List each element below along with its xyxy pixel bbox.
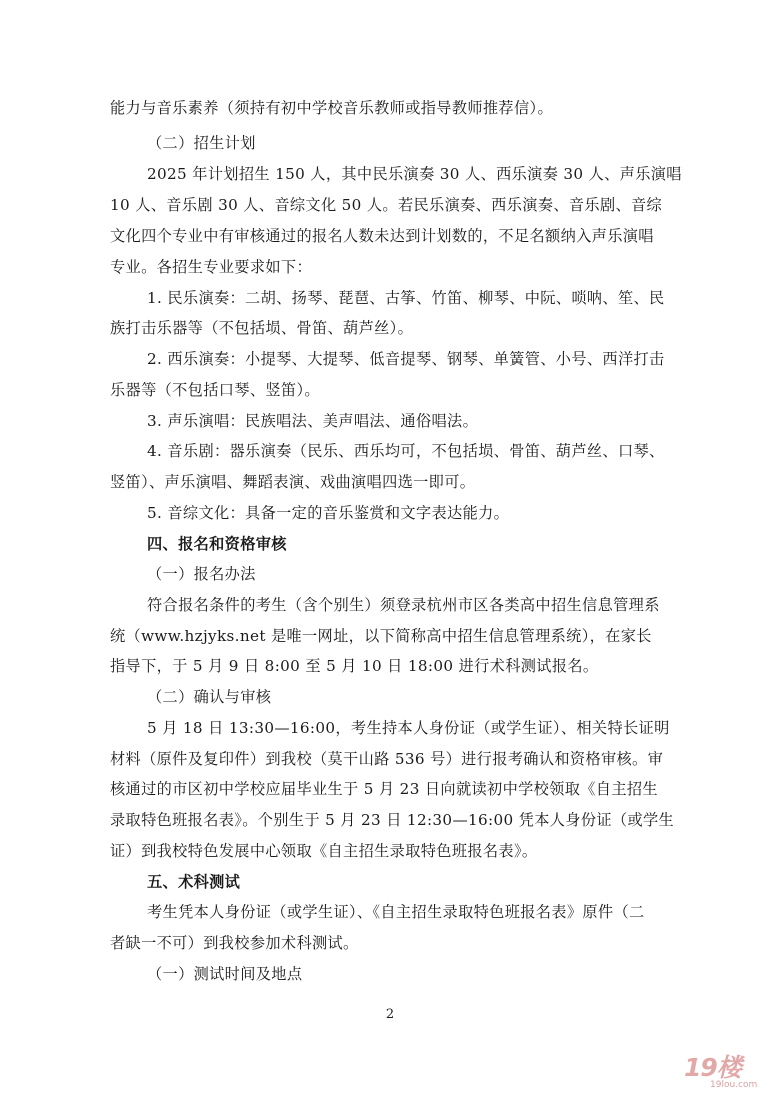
list-item-continuation: 竖笛）、声乐演唱、舞蹈表演、戏曲演唱四选一即可。 — [110, 473, 476, 491]
list-item: 3. 声乐演唱：民族唱法、美声唱法、通俗唱法。 — [147, 412, 479, 430]
paragraph-line: 2025 年计划招生 150 人，其中民乐演奏 30 人、西乐演奏 30 人、声乐演唱 — [147, 165, 682, 183]
subheading: （二）招生计划 — [147, 134, 256, 152]
watermark-site: 19lou.com — [710, 1080, 758, 1090]
section-heading: 五、术科测试 — [147, 873, 241, 891]
watermark-number: 19楼 — [684, 1053, 741, 1082]
paragraph-line: 材料（原件及复印件）到我校（莫干山路 536 号）进行报考确认和资格审核。审 — [110, 750, 664, 768]
list-item: 1. 民乐演奏：二胡、扬琴、琵琶、古筝、竹笛、柳琴、中阮、唢呐、笙、民 — [147, 289, 665, 307]
list-item: 4. 音乐剧：器乐演奏（民乐、西乐均可，不包括埙、骨笛、葫芦丝、口琴、 — [147, 442, 665, 460]
watermark-logo — [684, 1053, 758, 1093]
paragraph-line: 者缺一不可）到我校参加术科测试。 — [110, 934, 359, 952]
list-item-continuation: 乐器等（不包括口琴、竖笛）。 — [110, 381, 320, 399]
paragraph-line: 5 月 18 日 13:30—16:00，考生持本人身份证（或学生证）、相关特长证明 — [147, 719, 670, 737]
page-number: 2 — [385, 1007, 395, 1022]
paragraph-line: 录取特色班报名表》。个别生于 5 月 23 日 12:30—16:00 凭本人身份证（或学生 — [110, 811, 675, 829]
paragraph-line: 符合报名条件的考生（含个别生）须登录杭州市区各类高中招生信息管理系 — [147, 596, 660, 614]
subheading: （二）确认与审核 — [147, 688, 272, 706]
subheading: （一）报名办法 — [147, 565, 256, 583]
subheading: （一）测试时间及地点 — [147, 965, 303, 983]
paragraph-line: 核通过的市区初中学校应届毕业生于 5 月 23 日向就读初中学校领取《自主招生 — [110, 780, 658, 798]
paragraph-line: 证）到我校特色发展中心领取《自主招生录取特色班报名表》。 — [110, 842, 538, 860]
section-heading: 四、报名和资格审核 — [147, 535, 287, 553]
paragraph-line: 10 人、音乐剧 30 人、音综文化 50 人。若民乐演奏、西乐演奏、音乐剧、音综 — [110, 196, 663, 214]
list-item: 5. 音综文化：具备一定的音乐鉴赏和文字表达能力。 — [147, 504, 510, 522]
paragraph-line: 指导下，于 5 月 9 日 8:00 至 5 月 10 日 18:00 进行术科测试报名。 — [110, 657, 599, 675]
paragraph-line: 文化四个专业中有审核通过的报名人数未达到计划数的，不足名额纳入声乐演唱 — [110, 227, 654, 245]
list-item: 2. 西乐演奏：小提琴、大提琴、低音提琴、钢琴、单簧管、小号、西洋打击 — [147, 350, 665, 368]
paragraph-line: 考生凭本人身份证（或学生证）、《自主招生录取特色班报名表》原件（二 — [147, 903, 645, 921]
paragraph-line: 专业。各招生专业要求如下： — [110, 258, 312, 276]
list-item-continuation: 族打击乐器等（不包括埙、骨笛、葫芦丝）。 — [110, 319, 414, 337]
paragraph-line: 能力与音乐素养（须持有初中学校音乐教师或指导教师推荐信）。 — [110, 99, 553, 117]
paragraph-line: 统（www.hzjyks.net 是唯一网址，以下简称高中招生信息管理系统），在家长 — [110, 627, 652, 645]
